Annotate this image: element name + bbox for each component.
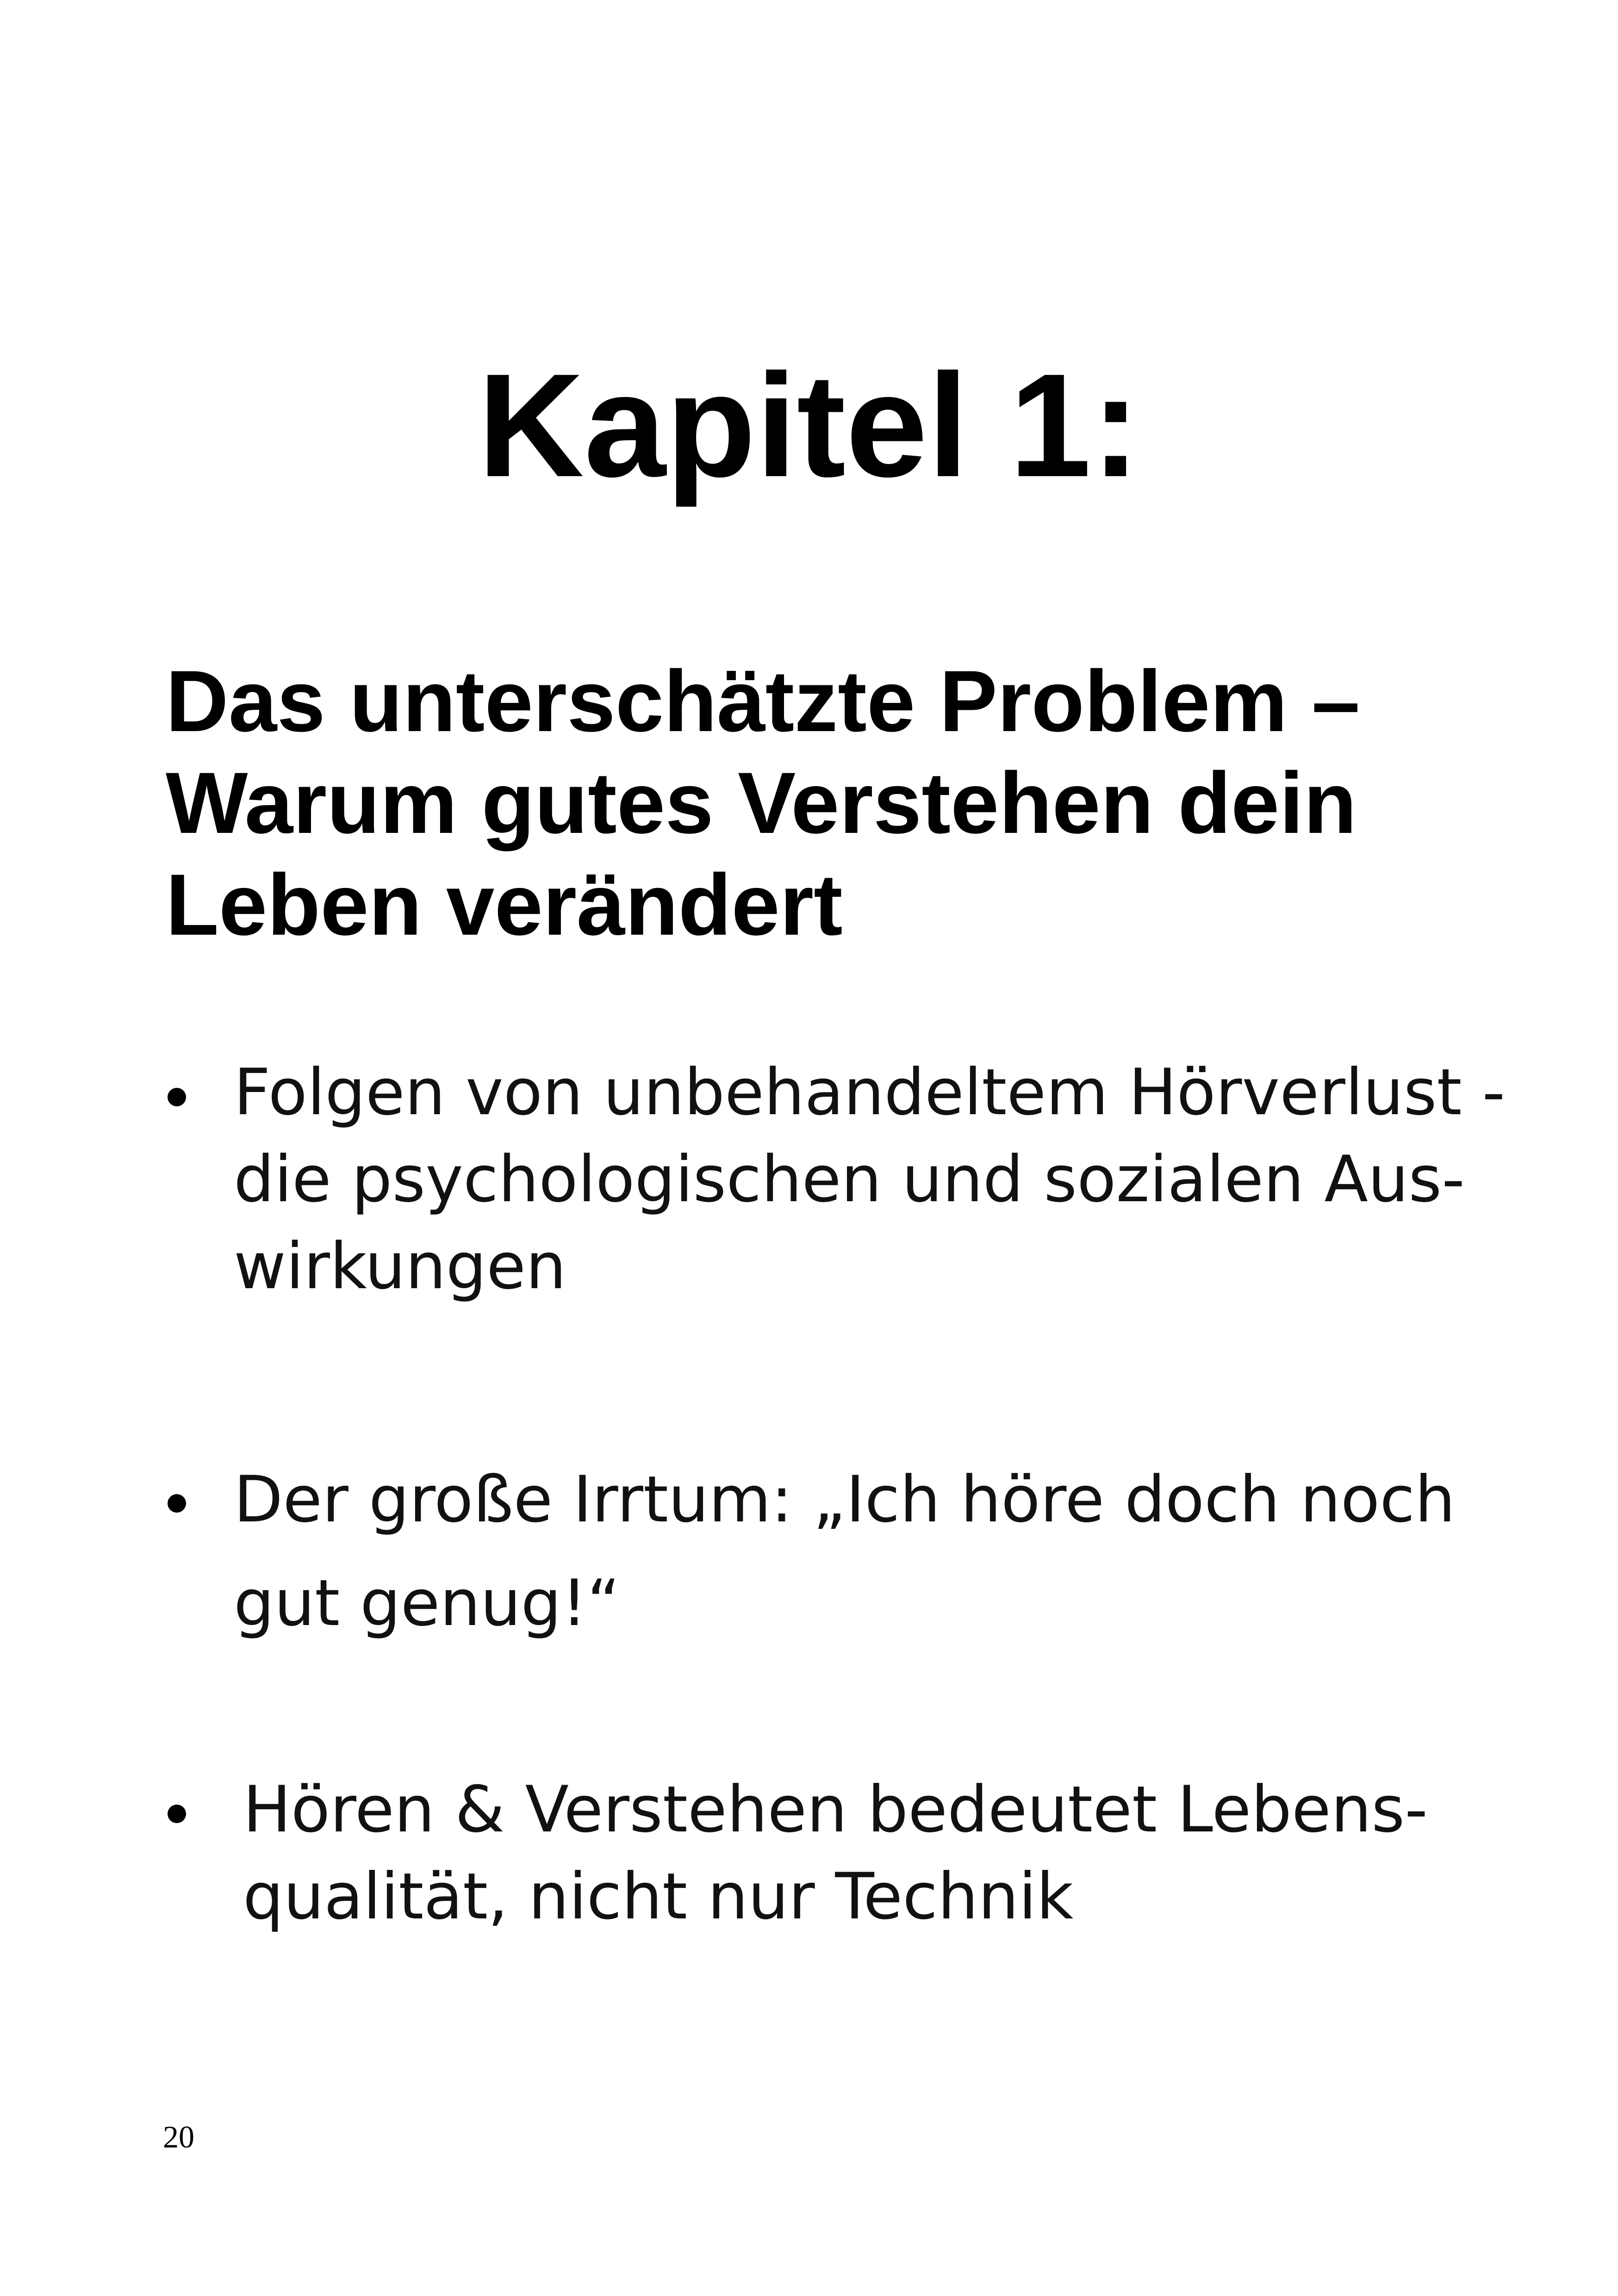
chapter-subtitle: [166, 650, 1462, 956]
bullet-line: Hören & Verstehen bedeutet Lebens-: [243, 1772, 1428, 1847]
bullet-dot-icon: [168, 1805, 186, 1823]
bullet-line: qualität, nicht nur Technik: [243, 1859, 1074, 1934]
chapter-title: Kapitel 1:: [478, 343, 1140, 508]
bullet-dot-icon: [168, 1494, 186, 1513]
subtitle-line: Leben verändert: [166, 856, 843, 953]
bullet-line: gut genug!“: [234, 1566, 620, 1640]
subtitle-line: Warum gutes Verstehen dein: [166, 754, 1357, 851]
page-number: 20: [163, 2119, 194, 2154]
bullet-dot-icon: [168, 1088, 186, 1106]
bullet-line: Folgen von unbehandeltem Hörverlust -: [234, 1055, 1506, 1129]
bullet-line: Der große Irrtum: „Ich höre doch noch: [234, 1462, 1456, 1537]
bullet-line: die psychologischen und sozialen Aus-: [234, 1142, 1465, 1216]
bullet-line: wirkungen: [234, 1229, 566, 1303]
subtitle-line: Das unterschätzte Problem –: [166, 652, 1360, 750]
